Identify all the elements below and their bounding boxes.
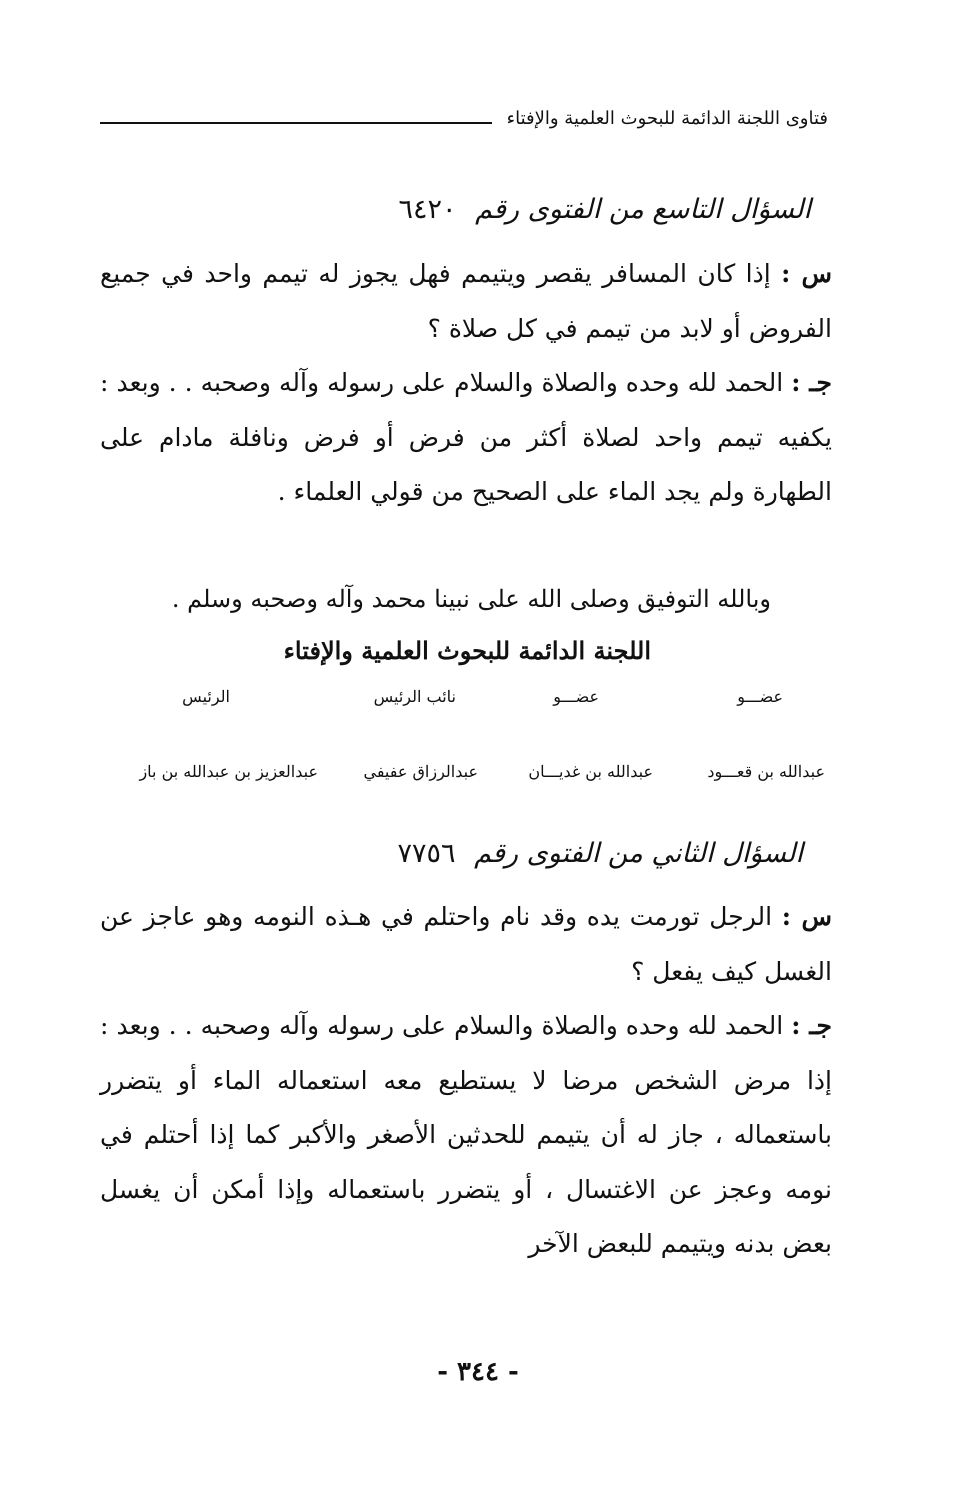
- signatory-name-1: عبدالله بن قعـــود: [707, 762, 825, 781]
- question-1-title: السؤال التاسع من الفتوى رقم: [475, 194, 811, 225]
- role-member-1: عضـــو: [737, 687, 783, 706]
- question-1-answer: [100, 356, 832, 520]
- question-1-heading: [399, 194, 811, 225]
- question-1-q-text: إذا كان المسافر يقصر ويتيمم فهل يجوز له تيمم واحد في جميع الفروض أو لابد من تيمم في كل صلاة ؟: [100, 259, 832, 343]
- role-member-2: عضـــو: [553, 687, 599, 706]
- question-2-heading: [398, 838, 804, 869]
- header-rule: [100, 122, 492, 124]
- question-1-q-label: س :: [781, 259, 833, 288]
- signatory-name-4: عبدالعزيز بن عبدالله بن باز: [139, 762, 318, 781]
- question-1-number: ٦٤٢٠: [398, 194, 457, 225]
- question-2-a-label: جـ :: [791, 1011, 832, 1040]
- role-president: الرئيس: [182, 687, 230, 706]
- question-1-question: [100, 247, 832, 356]
- question-2-q-text: الرجل تورمت يده وقد نام واحتلم في هـذه النومه وهو عاجز عن الغسل كيف يفعل ؟: [100, 902, 832, 986]
- role-vice-president: نائب الرئيس: [373, 687, 456, 706]
- page-number: - ٣٤٤ -: [437, 1357, 519, 1387]
- question-2-number: ٧٧٥٦: [397, 838, 456, 869]
- question-2-question: [100, 890, 832, 999]
- running-header: فتاوى اللجنة الدائمة للبحوث العلمية والإفتاء: [506, 108, 828, 129]
- question-2-q-label: س :: [781, 902, 833, 931]
- question-1-a-text: الحمد لله وحده والصلاة والسلام على رسوله وآله وصحبه . . وبعد : يكفيه تيمم واحد لصلاة أكثر من فرض أو فرض ونافلة مادام على الطهارة ولم يجد الماء على الصحيح من قولي العلماء .: [100, 368, 832, 506]
- question-2-answer: [100, 999, 832, 1272]
- question-1-a-label: جـ :: [791, 368, 832, 397]
- committee-name: اللجنة الدائمة للبحوث العلمية والإفتاء: [283, 636, 651, 665]
- signatory-name-3: عبدالرزاق عفيفي: [363, 762, 478, 781]
- question-2-title: السؤال الثاني من الفتوى رقم: [474, 838, 803, 869]
- signatory-name-2: عبدالله بن غديـــان: [528, 762, 653, 781]
- question-2-a-text: الحمد لله وحده والصلاة والسلام على رسوله وآله وصحبه . . وبعد : إذا مرض الشخص مرضا لا يستطيع معه استعماله الماء أو يتضرر باستعماله ، جاز له أن يتيمم للحدثين الأصغر والأكبر كما إذا أحتلم في نومه وعجز عن الاغتسال ، أو يتضرر باستعماله وإذا أمكن أن يغسل بعض بدنه ويتيمم للبعض الآخر: [100, 1011, 832, 1258]
- closing-line: وبالله التوفيق وصلى الله على نبينا محمد وآله وصحبه وسلم .: [171, 585, 771, 613]
